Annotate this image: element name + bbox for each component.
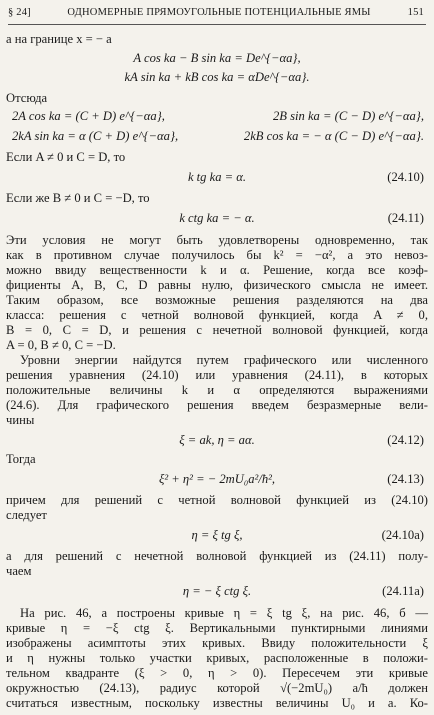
- text-line: а на границе x = − a: [6, 32, 112, 46]
- text-line: а для решений с нечетной волновой функцией из (24.11) полу-: [6, 549, 428, 563]
- text-line: На рис. 46, a построены кривые η = ξ tg ξ, на рис. 46, б —: [20, 606, 428, 620]
- text-line: окружностью (24.13), радиус которой √(−2mU₀) a/ħ должен: [6, 681, 428, 695]
- text-line: Эти условия не могут быть удовлетворены одновременно, так: [6, 233, 428, 247]
- text-line: решения уравнения (24.10) или уравнения (24.11), в которых: [6, 368, 428, 382]
- equation: 2kB cos ka = − α (C − D) e^{−αa}.: [243, 129, 424, 143]
- text-line: Если A ≠ 0 и C = D, то: [6, 150, 126, 164]
- text-line: и η нужны только участки кривых, расположенные в положи-: [6, 651, 428, 665]
- equation: ξ² + η² = − 2mU₀a²/ħ²,: [158, 472, 276, 486]
- equation: A cos ka − B sin ka = De^{−αa},: [133, 51, 301, 65]
- text-line: Отсюда: [6, 91, 48, 105]
- running-header: [8, 7, 426, 23]
- section-number: § 24]: [8, 7, 31, 18]
- equation: ξ = ak, η = aα.: [179, 433, 255, 447]
- page-number: 151: [407, 7, 424, 18]
- text-line: A = 0, B ≠ 0, C = −D.: [6, 338, 116, 352]
- text-line: чаем: [6, 564, 32, 578]
- text-line: следует: [6, 508, 47, 522]
- equation: 2A cos ka = (C + D) e^{−αa},: [12, 109, 165, 123]
- text-line: Тогда: [6, 452, 36, 466]
- equation-row: [6, 109, 428, 124]
- text-line: тельном квадранте (ξ > 0, η > 0). Пересечем эти кривые: [6, 666, 428, 680]
- equation: 2kA sin ka = α (C + D) e^{−αa},: [12, 129, 179, 143]
- text-line: кривые η = −ξ ctg ξ. Вертикальными пунктирными линиями: [6, 621, 428, 635]
- numbered-equation: [6, 170, 428, 185]
- equation: η = ξ tg ξ,: [191, 528, 243, 542]
- text-line: изображены асимптоты этих кривых. Ввиду положительности ξ: [6, 636, 428, 650]
- text-line: положительные величины k и α определяются выражениями: [6, 383, 428, 397]
- text-line: считаться известным, поскольку известны величины U₀ и a. Ко-: [6, 696, 428, 710]
- equation-number: (24.11a): [382, 584, 424, 598]
- equation-number: (24.10a): [381, 528, 424, 542]
- equation: 2B sin ka = (C − D) e^{−αa},: [272, 109, 424, 123]
- equation: k ctg ka = − α.: [179, 211, 255, 225]
- equation-number: (24.11): [387, 211, 424, 225]
- equation: kA sin ka + kB cos ka = αDe^{−αa}.: [124, 70, 310, 84]
- equation-row: [6, 129, 428, 144]
- equation-number: (24.10): [387, 170, 424, 184]
- equation: k tg ka = α.: [187, 170, 247, 184]
- numbered-equation: [6, 472, 428, 487]
- text-line: чины: [6, 413, 35, 427]
- text-line: (24.6). Для графического решения введем безразмерные вели-: [6, 398, 428, 412]
- text-line: Уровни энергии найдутся путем графического или численного: [20, 353, 428, 367]
- numbered-equation: [6, 528, 428, 543]
- numbered-equation: [6, 433, 428, 448]
- equation-number: (24.13): [387, 472, 424, 486]
- text-line: B = 0, C = D, и решения с нечетной волновой функцией, когда: [6, 323, 428, 337]
- running-title: ОДНОМЕРНЫЕ ПРЯМОУГОЛЬНЫЕ ПОТЕНЦИАЛЬНЫЕ ЯМЫ: [67, 7, 371, 18]
- text-line: класса: решения с четной волновой функцией, когда A ≠ 0,: [6, 308, 428, 322]
- text-line: Таким образом, все возможные решения разделяются на два: [6, 293, 428, 307]
- header-rule: [8, 24, 426, 25]
- text-line: фициенты A, B, C, D равны нулю, физического смысла не имеет.: [6, 278, 428, 292]
- text-line: как в противном случае получилось бы k² = −α², а это невоз-: [6, 248, 428, 262]
- numbered-equation: [6, 211, 428, 226]
- equation-number: (24.12): [387, 433, 424, 447]
- equation: η = − ξ ctg ξ.: [182, 584, 252, 598]
- text-line: можно ввиду вещественности k и α. Решение, когда все коэф-: [6, 263, 428, 277]
- text-line: Если же B ≠ 0 и C = −D, то: [6, 191, 150, 205]
- text-line: причем для решений с четной волновой функцией из (24.10): [6, 493, 428, 507]
- numbered-equation: [6, 584, 428, 599]
